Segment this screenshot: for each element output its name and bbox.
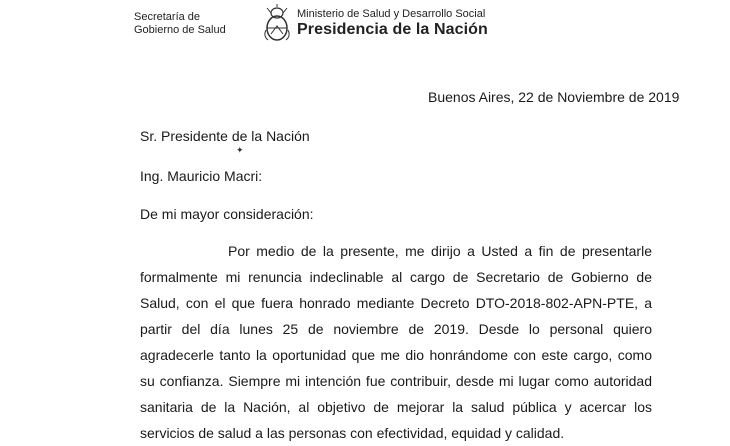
presidency-name: Presidencia de la Nación [297,21,488,38]
letter-body: Por medio de la presente, me dirijo a Usted a fin de presentarle formalmente mi renuncia indeclinable al cargo de Secretario de Gobierno de Salud, con el que fuera honrado mediante Decreto DTO-2018-802-APN-PTE, a partir del día lunes 25 de noviembre de 2019. Desde lo personal quiero agradecerle tanto la oportunidad que me dio honrándome con este cargo, como su confianza. Siempre mi intención fue contribuir, desde mi lugar como autoridad sanitaria de la Nación, al objetivo de mejorar la salud pública y acercar los servicios de salud a las personas con efectividad, equidad y calidad. [140,243,652,441]
recipient: Ing. Mauricio Macri: [140,168,263,184]
national-seal-icon [262,4,292,42]
letterhead-secretariat [134,11,226,37]
date-line: Buenos Aires, 22 de Noviembre de 2019 [428,89,680,105]
ministry-name: Ministerio de Salud y Desarrollo Social [297,8,486,20]
addressee: Sr. Presidente de la Nación [140,128,310,144]
letterhead-ministry [297,8,488,39]
salutation: De mi mayor consideración: [140,206,314,222]
letterhead-secretariat-line2: Gobierno de Salud [134,24,226,36]
handwritten-mark: ✦ [236,145,244,155]
letterhead-secretariat-line1: Secretaría de [134,11,201,23]
